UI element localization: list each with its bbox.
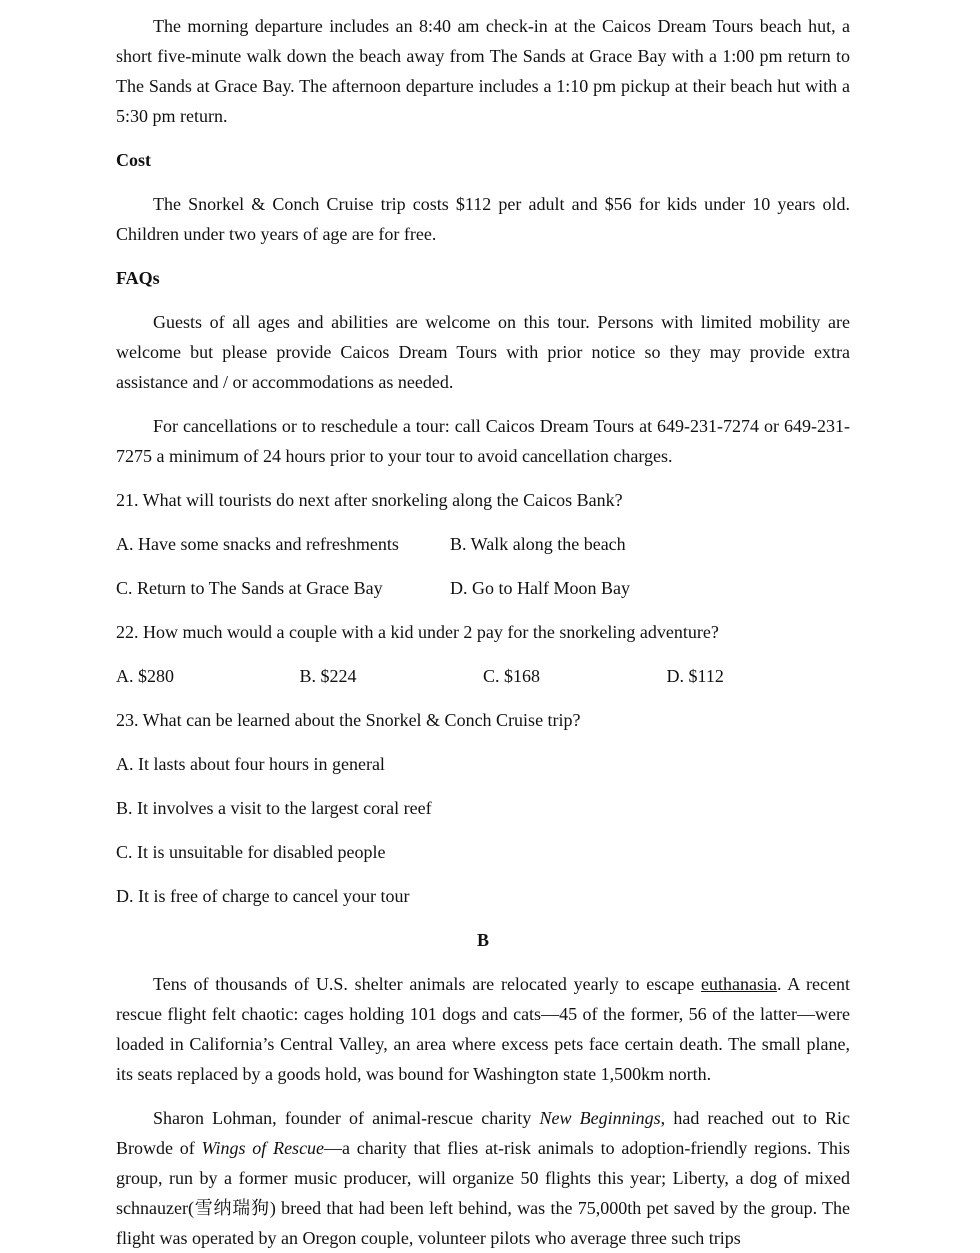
question-22-stem: 22. How much would a couple with a kid under 2 pay for the snorkeling adventure? [116,622,719,642]
charity-name-new-beginnings: New Beginnings [539,1108,661,1128]
question-23-stem: 23. What can be learned about the Snorkel & Conch Cruise trip? [116,710,581,730]
p2-text-2: , had reached out to Ric Browde of [116,1108,850,1158]
question-23-option-d: D. It is free of charge to cancel your tour [116,886,410,906]
faq-paragraph-1: Guests of all ages and abilities are welcome on this tour. Persons with limited mobility are welcome but please provide Caicos Dream Tours with prior notice so they may provide extra assistance and / or accommodations as needed. [116,312,850,392]
p1-text-before: Tens of thousands of U.S. shelter animals are relocated yearly to escape [153,974,701,994]
cost-heading: Cost [116,150,151,170]
faq-heading: FAQs [116,268,160,288]
p2-text-1: Sharon Lohman, founder of animal-rescue charity [153,1108,540,1128]
p2-text-3: —a charity that flies at-risk animals to adoption-friendly regions. This group, run by a former music producer, will organize 50 flights this year; Liberty, a dog of mixed schnauzer(雪纳瑞狗) breed that had been left behind, was the 75,000th pet saved by the group. The flight was operated by an Oregon couple, volunteer pilots who average three such trips [116,1138,851,1248]
question-22-option-b: B. $224 [299,666,357,686]
question-22-options [116,661,850,691]
question-22-option-c: C. $168 [483,666,541,686]
question-22-option-d: D. $112 [666,666,724,686]
question-21-option-d: D. Go to Half Moon Bay [450,578,630,598]
question-23-option-c: C. It is unsuitable for disabled people [116,842,386,862]
passage-b-paragraph-1 [116,969,850,1089]
question-21-stem: 21. What will tourists do next after snorkeling along the Caicos Bank? [116,490,623,510]
departure-paragraph: The morning departure includes an 8:40 am check-in at the Caicos Dream Tours beach hut, a short five-minute walk down the beach away from The Sands at Grace Bay with a 1:00 pm return to The Sands at Grace Bay. The afternoon departure includes a 1:10 pm pickup at their beach hut with a 5:30 pm return. [116,16,850,126]
question-21-option-a: A. Have some snacks and refreshments [116,534,399,554]
document-page [116,11,850,1253]
cost-paragraph: The Snorkel & Conch Cruise trip costs $112 per adult and $56 for kids under 10 years old. Children under two years of age are for free. [116,194,850,244]
underlined-word-euthanasia: euthanasia [700,974,777,994]
p1-text-after: . A recent rescue flight felt chaotic: cages holding 101 dogs and cats—45 of the former, 56 of the latter—were loaded in California’s Central Valley, an area where excess pets face certain death. The small plane, its seats replaced by a goods hold, was bound for Washington state 1,500km north. [116,974,850,1084]
question-21-options-row-1 [116,529,850,559]
question-23-option-a: A. It lasts about four hours in general [116,754,385,774]
charity-name-wings-of-rescue: Wings of Rescue [201,1138,325,1158]
question-21-options-row-2 [116,573,850,603]
question-21-option-c: C. Return to The Sands at Grace Bay [116,578,383,598]
passage-b-heading: B [476,930,489,950]
question-21-option-b: B. Walk along the beach [450,534,626,554]
passage-b-paragraph-2 [116,1103,850,1253]
faq-paragraph-2: For cancellations or to reschedule a tour: call Caicos Dream Tours at 649-231-7274 or 649-231-7275 a minimum of 24 hours prior to your tour to avoid cancellation charges. [116,416,850,466]
question-23-option-b: B. It involves a visit to the largest coral reef [116,798,432,818]
question-22-option-a: A. $280 [116,666,174,686]
